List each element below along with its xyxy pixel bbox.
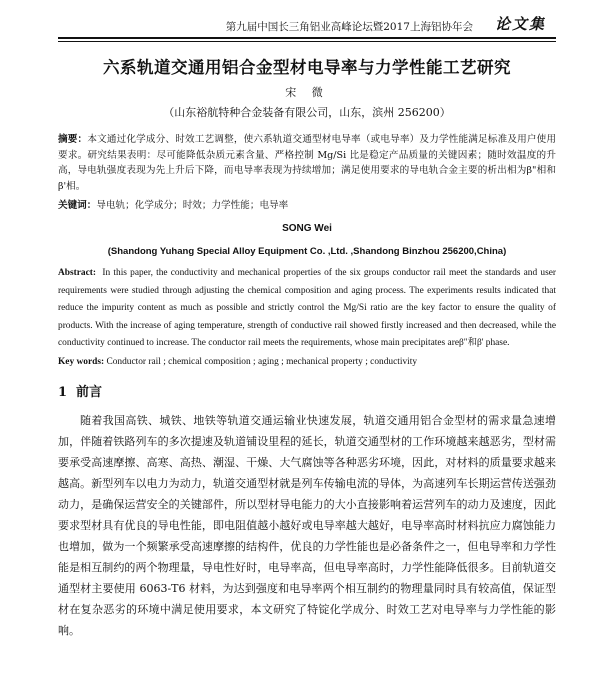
header-rule-thin — [58, 41, 556, 42]
abstract-cn-label: 摘要： — [58, 134, 88, 145]
paper-title: 六系轨道交通用铝合金型材电导率与力学性能工艺研究 — [103, 58, 511, 77]
section-title: 前言 — [76, 384, 103, 400]
running-header — [58, 0, 556, 34]
keywords-cn — [58, 197, 556, 211]
section-heading — [58, 381, 556, 400]
abstract-en — [58, 265, 556, 353]
conference-name: 第九届中国长三角铝业高峰论坛暨2017上海铝协年会 — [225, 21, 473, 33]
abstract-en-label: Abstract: — [58, 268, 97, 278]
abstract-en-text: In this paper, the conductivity and mechanical properties of the six groups conductor rail meet the standards and user requirements were studied through adjusting the chemical composition and aging process. The experiments results indicated that reduce the impurity content as much as possible and strictly control the Mg/Si ratio are the key factor to ensure the quality of products. With the increase of aging temperature, strength of conductive rail showed firstly increased and then decreased, while the conductivity continued to increase. The conductor rail meets the requirements, whose main precipitates areβ"和β' phase. — [58, 268, 556, 348]
introduction-paragraph: 随着我国高铁、城铁、地铁等轨道交通运输业快速发展，轨道交通用铝合金型材的需求量急速增加，伴随着铁路列车的多次提速及轨道铺设里程的延长，轨道交通型材的工作环境越来越恶劣，型材需要承受高速摩擦、高寒、高热、潮湿、干燥、大气腐蚀等各种恶劣环境，因此，对材料的质量要求越来越高。新型列车以电力为动力，轨道交通型材就是列车传输电流的导体，为高速列车长期运营传送强劲动力，是确保运营安全的关键部件，所以型材导电能力的大小直接影响着运营列车的动力及速度，因此要求型材具有优良的导电性能，即电阻值越小越好或电导率越大越好，电导率高时材料抗应力腐蚀能力也增加，做为一个频繁承受高速摩擦的结构件，优良的力学性能也是必备条件之一，但电导率和力学性能是相互制约的两个物理量，导电性好时，电导率高，但电导率高时，力学性能降低很多。目前轨道交通型材主要使用 6063-T6 材料，为达到强度和电导率两个相互制约的物理量同时具有较高值，保证型材在复杂恶劣的环境中满足使用要求，本文研究了特锭化学成分、时效工艺对电导率与力学性能的影响。 — [58, 413, 556, 638]
affiliation-en: (Shandong Yuhang Special Alloy Equipment Co. ,Ltd. ,Shandong Binzhou 256200,China) — [107, 246, 507, 257]
abstract-cn-text: 本文通过化学成分、时效工艺调整，使六系轨道交通型材电导率（或电导率）及力学性能满足标准及用户使用要求。研究结果表明：尽可能降低杂质元素含量、严格控制 Mg/Si 比是稳定产品质量的关键因素；随时效温度的升高，导电轨强度表现为先上升后下降，而电导率表现为持续增加；满足使用要求的导电轨合金主要的析出相为β"相和β'相。 — [58, 134, 557, 192]
header-rule — [58, 37, 556, 39]
keywords-en-text: Conductor rail ; chemical composition ; aging ; mechanical property ; conductivity — [106, 356, 418, 367]
abstract-cn — [58, 132, 556, 194]
affiliation-cn: （山东裕航特种合金装备有限公司，山东，滨州 256200） — [163, 106, 451, 119]
keywords-cn-text: 导电轨；化学成分；时效；力学性能；电导率 — [96, 200, 289, 211]
author-cn: 宋 微 — [285, 86, 329, 99]
column-title: 论文集 — [494, 15, 546, 33]
section-number: 1 — [58, 384, 68, 400]
keywords-cn-label: 关键词： — [58, 200, 97, 211]
author-en: SONG Wei — [282, 223, 332, 234]
keywords-en-label: Key words: — [58, 356, 105, 367]
keywords-en — [58, 357, 556, 367]
